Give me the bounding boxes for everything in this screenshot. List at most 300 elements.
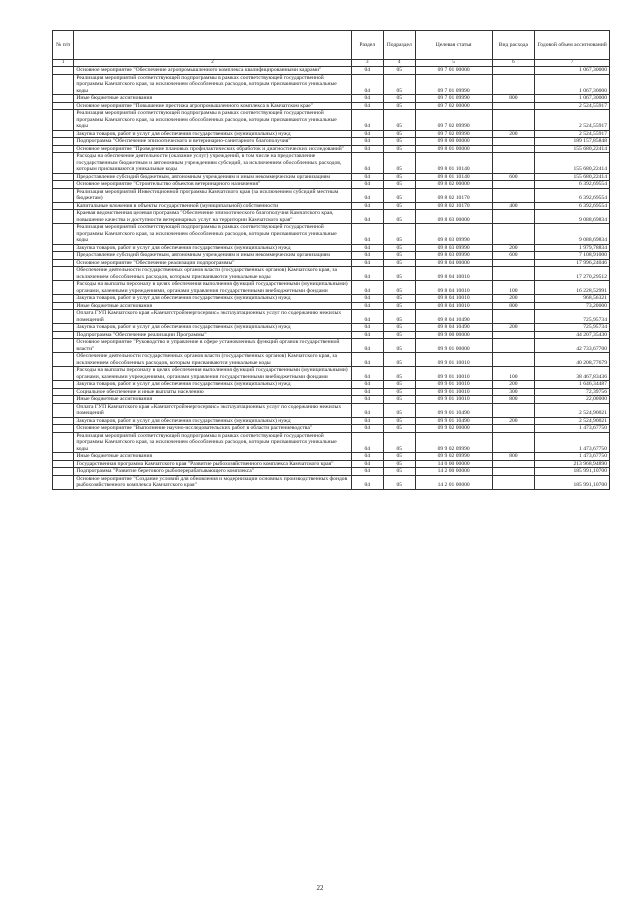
- row-subsection: 05: [383, 425, 415, 433]
- row-number: [53, 202, 74, 210]
- table-row: [53, 339, 610, 353]
- row-section: 04: [351, 353, 383, 367]
- row-kind: 400: [492, 202, 535, 210]
- row-subsection: 05: [383, 202, 415, 210]
- row-sum: 2 524,90021: [535, 417, 610, 425]
- row-kind: 800: [492, 453, 535, 461]
- row-kind: [492, 181, 535, 189]
- row-section: 04: [351, 396, 383, 404]
- row-subsection: 05: [383, 453, 415, 461]
- row-sum: 22,00000: [535, 396, 610, 404]
- row-sum: 40 208,77679: [535, 353, 610, 367]
- row-subsection: 05: [383, 396, 415, 404]
- row-number: [53, 425, 74, 433]
- row-subsection: 05: [383, 353, 415, 367]
- table-row: [53, 210, 610, 224]
- row-name: Основное мероприятие "Обеспечение агропромышленного комплекса квалифицированными кадрами": [74, 67, 351, 75]
- row-subsection: 05: [383, 67, 415, 75]
- row-section: 04: [351, 331, 383, 339]
- row-article: 09 9 01 10490: [415, 403, 492, 417]
- row-sum: 1 473,67750: [535, 425, 610, 433]
- table-row: [53, 310, 610, 324]
- table-row: [53, 259, 610, 267]
- row-kind: [492, 224, 535, 245]
- row-article: 14 2 00 00000: [415, 468, 492, 476]
- row-section: 04: [351, 417, 383, 425]
- row-name: Подпрограмма "Развитие берегового рыбоперерабатывающего комплекса": [74, 468, 351, 476]
- row-article: 09 7 01 09990: [415, 74, 492, 95]
- table-row: [53, 475, 610, 489]
- row-section: 04: [351, 367, 383, 381]
- row-sum: 1 067,30000: [535, 95, 610, 103]
- row-number: [53, 173, 74, 181]
- row-sum: 6 392,69554: [535, 202, 610, 210]
- row-subsection: 05: [383, 367, 415, 381]
- row-article: 09 9 01 00000: [415, 339, 492, 353]
- page-number: 22: [316, 884, 324, 892]
- row-section: 04: [351, 188, 383, 202]
- column-index: 3: [351, 60, 383, 67]
- row-subsection: 05: [383, 302, 415, 310]
- row-name: Основное мероприятие "Выполнение научно-исследовательских работ в области растениеводства": [74, 425, 351, 433]
- row-kind: [492, 403, 535, 417]
- row-subsection: 05: [383, 252, 415, 260]
- row-sum: 1 979,78834: [535, 244, 610, 252]
- row-kind: [492, 110, 535, 131]
- row-section: 04: [351, 324, 383, 332]
- row-name: Реализация мероприятий соответствующей подпрограммы в рамках соответствующей государственной программы Камчатского края, за исключением обособленных расходов, которым присваиваются уникальные коды: [74, 110, 351, 131]
- row-sum: 2 524,55917: [535, 110, 610, 131]
- row-kind: [492, 475, 535, 489]
- row-subsection: 05: [383, 281, 415, 295]
- row-kind: [492, 460, 535, 468]
- row-subsection: 05: [383, 181, 415, 189]
- row-article: 09 8 03 09990: [415, 224, 492, 245]
- row-kind: [492, 331, 535, 339]
- table-row: [53, 381, 610, 389]
- row-number: [53, 468, 74, 476]
- row-number: [53, 95, 74, 103]
- row-article: 09 8 03 09990: [415, 252, 492, 260]
- row-subsection: 05: [383, 403, 415, 417]
- row-number: [53, 396, 74, 404]
- table-body: [53, 67, 610, 490]
- row-number: [53, 252, 74, 260]
- table-row: [53, 153, 610, 174]
- row-section: 04: [351, 67, 383, 75]
- row-sum: 72,39756: [535, 388, 610, 396]
- row-section: 04: [351, 403, 383, 417]
- row-kind: [492, 145, 535, 153]
- row-section: 04: [351, 468, 383, 476]
- row-subsection: 05: [383, 388, 415, 396]
- row-sum: 968,56321: [535, 295, 610, 303]
- row-number: [53, 259, 74, 267]
- row-subsection: 05: [383, 432, 415, 453]
- row-section: 04: [351, 310, 383, 324]
- row-name: Иные бюджетные ассигнования: [74, 396, 351, 404]
- row-sum: 1 473,67750: [535, 453, 610, 461]
- row-name: Иные бюджетные ассигнования: [74, 302, 351, 310]
- row-sum: 213 968,94890: [535, 460, 610, 468]
- row-number: [53, 188, 74, 202]
- row-article: 09 8 04 10010: [415, 281, 492, 295]
- row-kind: 200: [492, 324, 535, 332]
- row-kind: [492, 138, 535, 146]
- row-subsection: 05: [383, 145, 415, 153]
- row-subsection: 05: [383, 460, 415, 468]
- row-kind: 200: [492, 244, 535, 252]
- row-name: Предоставление субсидий бюджетным, автономным учреждениям и иным некоммерческим организациям: [74, 252, 351, 260]
- table-row: [53, 145, 610, 153]
- row-name: Реализация мероприятий соответствующей подпрограммы в рамках соответствующей государственной программы Камчатского края, за исключением обособленных расходов, которым присваиваются уникальные коды: [74, 74, 351, 95]
- row-sum: 155 680,22414: [535, 145, 610, 153]
- row-name: Реализация мероприятий соответствующей подпрограммы в рамках соответствующей государственной программы Камчатского края, за исключением обособленных расходов, которым присваиваются уникальные коды: [74, 432, 351, 453]
- row-article: 09 9 01 10010: [415, 381, 492, 389]
- row-section: 04: [351, 74, 383, 95]
- row-sum: 725,95734: [535, 324, 610, 332]
- row-kind: [492, 210, 535, 224]
- row-sum: 1 067,30000: [535, 74, 610, 95]
- row-section: 04: [351, 110, 383, 131]
- row-section: 04: [351, 388, 383, 396]
- row-name: Основное мероприятие "Руководство и управление в сфере установленных функций органов государственной власти": [74, 339, 351, 353]
- row-article: 09 9 01 10010: [415, 367, 492, 381]
- row-subsection: 05: [383, 173, 415, 181]
- table-row: [53, 388, 610, 396]
- row-subsection: 05: [383, 339, 415, 353]
- row-article: 09 9 01 10010: [415, 396, 492, 404]
- table-row: [53, 468, 610, 476]
- row-kind: [492, 74, 535, 95]
- table-row: [53, 138, 610, 146]
- row-name: Социальное обеспечение и иные выплаты населению: [74, 388, 351, 396]
- row-article: 09 8 02 10170: [415, 188, 492, 202]
- row-article: 09 9 01 10010: [415, 388, 492, 396]
- row-number: [53, 388, 74, 396]
- row-kind: 600: [492, 252, 535, 260]
- row-subsection: 05: [383, 110, 415, 131]
- row-section: 04: [351, 153, 383, 174]
- row-name: Основное мероприятие "Строительство объектов ветеринарного назначения": [74, 181, 351, 189]
- table-row: [53, 460, 610, 468]
- row-kind: 800: [492, 396, 535, 404]
- row-subsection: 05: [383, 95, 415, 103]
- column-index: 6: [492, 60, 535, 67]
- table-row: [53, 74, 610, 95]
- row-sum: 42 733,67700: [535, 339, 610, 353]
- row-section: 04: [351, 295, 383, 303]
- row-number: [53, 353, 74, 367]
- row-subsection: 05: [383, 138, 415, 146]
- header-article: Целевая статья: [415, 31, 492, 60]
- row-article: 09 8 04 10010: [415, 295, 492, 303]
- row-kind: [492, 353, 535, 367]
- row-article: 09 8 04 10490: [415, 324, 492, 332]
- table-row: [53, 252, 610, 260]
- row-number: [53, 324, 74, 332]
- row-kind: 100: [492, 367, 535, 381]
- header-sum: Годовой объем ассигнований: [535, 31, 610, 60]
- table-row: [53, 224, 610, 245]
- table-row: [53, 130, 610, 138]
- row-article: 09 7 02 09990: [415, 130, 492, 138]
- table-row: [53, 403, 610, 417]
- row-article: 09 8 04 10490: [415, 310, 492, 324]
- row-sum: 1 646,34487: [535, 381, 610, 389]
- row-article: 09 8 00 00000: [415, 138, 492, 146]
- row-kind: 100: [492, 281, 535, 295]
- row-article: 09 8 02 10170: [415, 202, 492, 210]
- row-section: 04: [351, 259, 383, 267]
- row-section: 04: [351, 130, 383, 138]
- row-section: 04: [351, 460, 383, 468]
- row-number: [53, 67, 74, 75]
- row-name: Расходы на обеспечение деятельности (оказание услуг) учреждений, в том числе на предоставление государственным бюджетным и автономным учреждениям субсидий, за исключением обособленных расходов, которым присваиваются уникальные коды: [74, 153, 351, 174]
- column-index: 1: [53, 60, 74, 67]
- row-subsection: 05: [383, 381, 415, 389]
- row-number: [53, 475, 74, 489]
- column-index: 4: [383, 60, 415, 67]
- row-sum: 9 088,69834: [535, 210, 610, 224]
- row-subsection: 05: [383, 475, 415, 489]
- row-section: 04: [351, 252, 383, 260]
- row-name: Подпрограмма "Обеспечение реализации Программы": [74, 331, 351, 339]
- row-article: 09 8 03 09990: [415, 244, 492, 252]
- row-number: [53, 153, 74, 174]
- row-name: Капитальные вложения в объекты государственной (муниципальной) собственности: [74, 202, 351, 210]
- row-name: Расходы на выплаты персоналу в целях обеспечения выполнения функций государственными (муниципальными) органами, казенными учреждениями, органами управления государственными внебюджетными фондами: [74, 367, 351, 381]
- row-kind: [492, 267, 535, 281]
- row-sum: 185 991,10700: [535, 475, 610, 489]
- table-row: [53, 202, 610, 210]
- table-row: [53, 324, 610, 332]
- row-name: Основное мероприятие "Обеспечение реализации подпрограммы": [74, 259, 351, 267]
- table-row: [53, 181, 610, 189]
- row-name: Основное мероприятие "Повышение престижа агропромышленного комплекса в Камчатском крае": [74, 102, 351, 110]
- row-number: [53, 339, 74, 353]
- row-section: 04: [351, 425, 383, 433]
- row-article: 09 8 04 10010: [415, 267, 492, 281]
- row-name: Расходы на выплаты персоналу в целях обеспечения выполнения функций государственными (муниципальными) органами, казенными учреждениями, органами управления государственными внебюджетными фондами: [74, 281, 351, 295]
- header-name: [74, 31, 351, 60]
- row-sum: 9 088,69834: [535, 224, 610, 245]
- row-section: 04: [351, 381, 383, 389]
- row-subsection: 05: [383, 74, 415, 95]
- row-name: Государственная программа Камчатского края "Развитие рыбохозяйственного комплекса Камчатского края": [74, 460, 351, 468]
- row-kind: 200: [492, 130, 535, 138]
- row-number: [53, 267, 74, 281]
- row-article: 14 0 00 00000: [415, 460, 492, 468]
- table-row: [53, 331, 610, 339]
- row-section: 04: [351, 339, 383, 353]
- row-name: Иные бюджетные ассигнования: [74, 453, 351, 461]
- row-subsection: 05: [383, 468, 415, 476]
- row-kind: [492, 468, 535, 476]
- table-row: [53, 302, 610, 310]
- row-section: 04: [351, 432, 383, 453]
- table-row: [53, 425, 610, 433]
- table-row: [53, 95, 610, 103]
- row-kind: [492, 432, 535, 453]
- row-sum: 1 067,30000: [535, 67, 610, 75]
- row-article: 09 8 03 00000: [415, 210, 492, 224]
- row-kind: [492, 188, 535, 202]
- row-name: Основное мероприятие "Создание условий для обновления и модернизации основных производственных фондов рыбохозяйственного комплекса Камчатского края": [74, 475, 351, 489]
- header-subsection: Подраздел: [383, 31, 415, 60]
- row-number: [53, 417, 74, 425]
- row-sum: 6 392,69554: [535, 181, 610, 189]
- row-article: 09 9 02 09990: [415, 432, 492, 453]
- row-number: [53, 130, 74, 138]
- row-name: Закупка товаров, работ и услуг для обеспечения государственных (муниципальных) нужд: [74, 417, 351, 425]
- row-number: [53, 367, 74, 381]
- row-name: Предоставление субсидий бюджетным, автономным учреждениям и иным некоммерческим организациям: [74, 173, 351, 181]
- row-article: 09 7 01 00000: [415, 67, 492, 75]
- row-kind: 300: [492, 388, 535, 396]
- row-section: 04: [351, 102, 383, 110]
- row-kind: [492, 425, 535, 433]
- table-row: [53, 417, 610, 425]
- row-article: 09 8 04 00000: [415, 259, 492, 267]
- row-article: 09 9 01 10490: [415, 417, 492, 425]
- table-row: [53, 244, 610, 252]
- row-name: Краевая ведомственная целевая программа "Обеспечение эпизоотического благополучия Камчатского края, повышение качества и доступности ветеринарных услуг на территории Камчатского края": [74, 210, 351, 224]
- row-section: 04: [351, 138, 383, 146]
- row-subsection: 05: [383, 130, 415, 138]
- row-article: 09 8 01 10140: [415, 153, 492, 174]
- row-article: 09 9 01 10010: [415, 353, 492, 367]
- row-subsection: 05: [383, 417, 415, 425]
- row-section: 04: [351, 202, 383, 210]
- row-number: [53, 74, 74, 95]
- row-section: 04: [351, 181, 383, 189]
- row-sum: 38 467,83436: [535, 367, 610, 381]
- column-index: 7: [535, 60, 610, 67]
- row-kind: 800: [492, 302, 535, 310]
- row-name: Закупка товаров, работ и услуг для обеспечения государственных (муниципальных) нужд: [74, 295, 351, 303]
- row-name: Иные бюджетные ассигнования: [74, 95, 351, 103]
- table-row: [53, 353, 610, 367]
- row-name: Основное мероприятие "Проведение плановых профилактических обработок и диагностических исследований": [74, 145, 351, 153]
- header-number: № п/п: [53, 31, 74, 60]
- row-sum: 2 524,90021: [535, 403, 610, 417]
- row-name: Закупка товаров, работ и услуг для обеспечения государственных (муниципальных) нужд: [74, 130, 351, 138]
- row-name: Закупка товаров, работ и услуг для обеспечения государственных (муниципальных) нужд: [74, 244, 351, 252]
- row-article: 09 9 02 00000: [415, 425, 492, 433]
- row-kind: 600: [492, 173, 535, 181]
- row-sum: 17 996,24046: [535, 259, 610, 267]
- row-section: 04: [351, 244, 383, 252]
- row-section: 04: [351, 302, 383, 310]
- row-article: 09 7 01 09990: [415, 95, 492, 103]
- row-name: Реализация мероприятий соответствующей подпрограммы в рамках соответствующей государственной программы Камчатского края, за исключением обособленных расходов, которым присваиваются уникальные коды: [74, 224, 351, 245]
- row-kind: [492, 102, 535, 110]
- budget-table: [52, 30, 610, 490]
- row-number: [53, 331, 74, 339]
- table-row: [53, 281, 610, 295]
- row-section: 04: [351, 145, 383, 153]
- row-name: Оплата ГУП Камчатского края «Камчатстройэнергосервис» эксплуатационных услуг по содержанию нежилых помещений: [74, 403, 351, 417]
- row-name: Оплата ГУП Камчатского края «Камчатстройэнергосервис» эксплуатационных услуг по содержанию нежилых помещений: [74, 310, 351, 324]
- row-sum: 725,95734: [535, 310, 610, 324]
- table-row: [53, 67, 610, 75]
- row-number: [53, 224, 74, 245]
- row-kind: [492, 259, 535, 267]
- row-number: [53, 432, 74, 453]
- row-article: 09 8 01 10140: [415, 173, 492, 181]
- row-subsection: 05: [383, 324, 415, 332]
- budget-table-page: [52, 30, 610, 490]
- table-row: [53, 295, 610, 303]
- row-subsection: 05: [383, 267, 415, 281]
- row-subsection: 05: [383, 310, 415, 324]
- row-name: Обеспечение деятельности государственных органов власти (государственных органов) Камчатского края, за исключением обособленных расходов, которым присваиваются уникальные коды: [74, 267, 351, 281]
- row-section: 04: [351, 224, 383, 245]
- row-article: 09 7 02 09990: [415, 110, 492, 131]
- row-sum: 44 207,35430: [535, 331, 610, 339]
- row-subsection: 05: [383, 188, 415, 202]
- row-name: Реализация мероприятий Инвестиционной программы Камчатского края (за исключением субсидий местным бюджетам): [74, 188, 351, 202]
- row-number: [53, 181, 74, 189]
- row-article: 09 8 04 10010: [415, 302, 492, 310]
- row-sum: 2 524,55917: [535, 130, 610, 138]
- row-section: 04: [351, 453, 383, 461]
- column-index: 5: [415, 60, 492, 67]
- table-row: [53, 432, 610, 453]
- row-name: Обеспечение деятельности государственных органов власти (государственных органов) Камчатского края, за исключением обособленных расходов, которым присваиваются уникальные коды: [74, 353, 351, 367]
- row-subsection: 05: [383, 102, 415, 110]
- row-sum: 189 157,85848: [535, 138, 610, 146]
- column-index: 2: [74, 60, 351, 67]
- table-row: [53, 396, 610, 404]
- row-article: 09 8 02 00000: [415, 181, 492, 189]
- row-sum: 7 108,91000: [535, 252, 610, 260]
- row-sum: 155 680,22414: [535, 173, 610, 181]
- table-row: [53, 173, 610, 181]
- row-name: Закупка товаров, работ и услуг для обеспечения государственных (муниципальных) нужд: [74, 381, 351, 389]
- row-section: 04: [351, 281, 383, 295]
- row-number: [53, 403, 74, 417]
- row-article: 09 9 02 09990: [415, 453, 492, 461]
- row-section: 04: [351, 210, 383, 224]
- table-row: [53, 110, 610, 131]
- row-number: [53, 281, 74, 295]
- row-sum: 73,20000: [535, 302, 610, 310]
- row-subsection: 05: [383, 224, 415, 245]
- row-sum: 17 270,29512: [535, 267, 610, 281]
- row-kind: 200: [492, 417, 535, 425]
- row-number: [53, 138, 74, 146]
- row-name: Закупка товаров, работ и услуг для обеспечения государственных (муниципальных) нужд: [74, 324, 351, 332]
- row-number: [53, 102, 74, 110]
- table-row: [53, 367, 610, 381]
- row-subsection: 05: [383, 259, 415, 267]
- row-number: [53, 460, 74, 468]
- header-section: Раздел: [351, 31, 383, 60]
- row-sum: 16 228,52991: [535, 281, 610, 295]
- row-kind: [492, 153, 535, 174]
- row-number: [53, 302, 74, 310]
- row-kind: [492, 339, 535, 353]
- header-kind: Вид расхода: [492, 31, 535, 60]
- row-name: Подпрограмма "Обеспечение эпизоотического и ветеринарно-санитарного благополучия": [74, 138, 351, 146]
- row-number: [53, 310, 74, 324]
- row-subsection: 05: [383, 331, 415, 339]
- row-subsection: 05: [383, 295, 415, 303]
- row-number: [53, 381, 74, 389]
- row-subsection: 05: [383, 153, 415, 174]
